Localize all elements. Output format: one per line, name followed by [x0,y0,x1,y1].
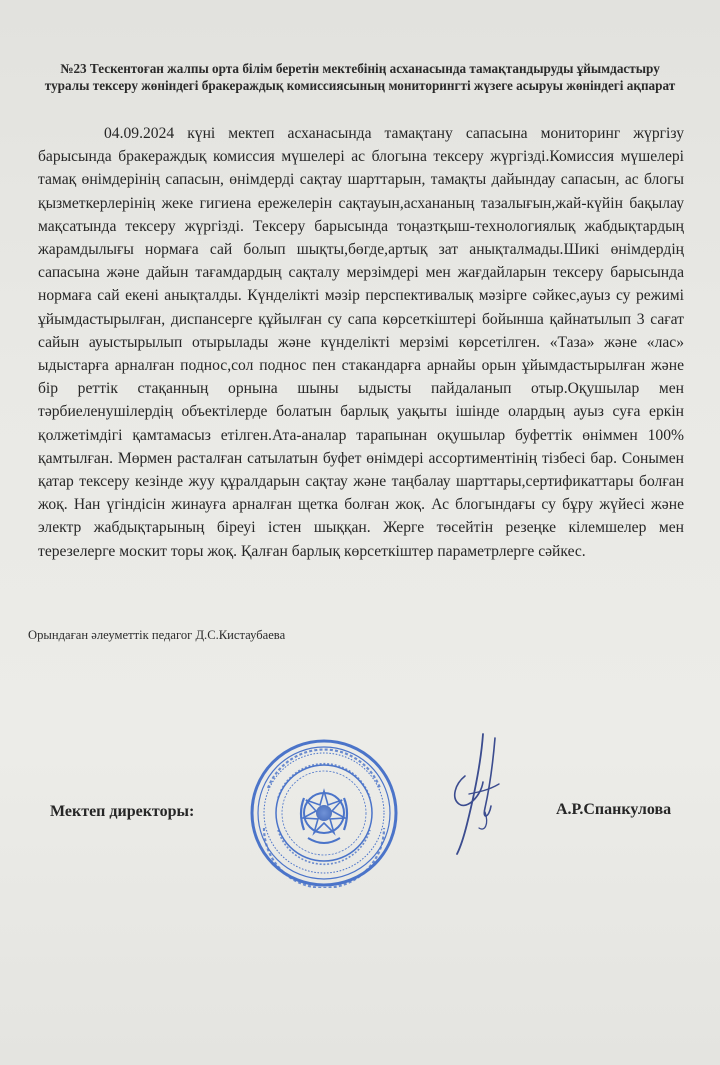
director-signature [445,732,515,857]
official-seal-stamp [248,738,400,888]
executor-line: Орындаған әлеуметтік педагог Д.С.Кистаубаева [28,628,286,642]
director-name: А.Р.Спанкулова [556,801,672,818]
document-body: 04.09.2024 күні мектеп асханасында тамақтану сапасына мониторинг жүргізу барысында бракераждық комиссия мүшелері ас блогына тексеру жүргізді.Комиссия мүшелері тамақ өнімдерінің сапасын, өнімдерді сақтау шарттарын, тамақты дайындау сапасын, ас блогы қызметкерлерінің жеке гигиена ережелерін сақтауын,асхананың тазалығын,жай-күйін бақылау мақсатында тексеру жүргізді. Тексеру барысында тоңазтқыш-технологиялық жабдықтардың жарамдылығы нормаға сай болып шықты,бөгде,артық зат анықталмады.Шикі өнімдердің сапасына және дайын тағамдардың сақталу мерзімдері мен жағдайларын тексеру барысында нормаға сай екені анықталды. Күнделікті мәзір перспективалық мәзірге сәйкес,ауыз су режимі ұйымдастырылған, диспансерге құйылған су сапа көрсеткіштері бойынша қайнатылып 3 сағат сайын ауыстырылып отырылады және күнделікті мерзімі көрсетілген. «Таза» және «лас» ыдыстарға арналған поднос,сол поднос пен стакандарға арнайы орын ұйымдастырылған және бір реттік стақанның орнына шыны ыдысты пайдаланып отыр.Оқушылар мен тәрбиеленушілердің объектілерде болатын барлық уақыты ішінде олардың ауыз суға еркін қолжетімдігі қамтамасыз етілген.Ата-аналар тарапынан оқушылар буфеттік өніммен 100% қамтылған. Мөрмен расталған сатылатын буфет өнімдері ассортиментінің тізбесі бар. Сонымен қатар тексеру кезінде жуу құралдарын сақтау және таңбалау шарттары,сертификаттары болған жоқ. Нан үгіндісін жинауға арналған щетка болған жоқ. Ас блогындағы су бұру жүйесі және электр жабдықтарының біреуі істен шыққан. Жерге төсейтін резеңке кілемшелер мен терезелерге москит торы жоқ. Қалған барлық көрсеткіштер параметрлерге сәйкес. [38,125,684,560]
director-label: Мектеп директоры: [50,803,195,820]
document-title: №23 Тескентоған жалпы орта білім беретін мектебінің асханасында тамақтандыруды ұйымдастыру туралы тексеру жөніндегі бракераждық комиссиясының мониторингті жүзеге асыруы жөніндегі ақпарат [44,61,676,93]
seal-emblem [301,791,347,843]
